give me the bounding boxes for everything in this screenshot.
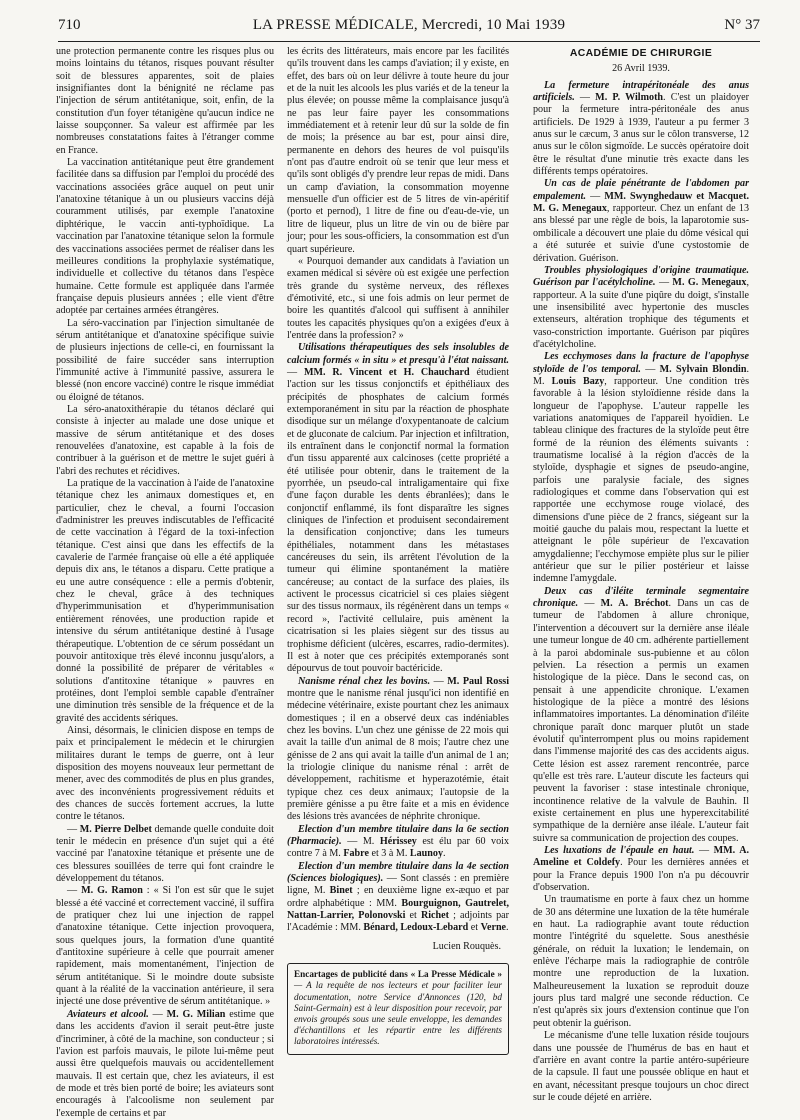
paragraph-text: . C'est un plaidoyer pour la fermeture intra-péritonéale des anus artificiels. De 1929 à 1939, l'auteur a pu fermer 3 anus sur le cæcum, 3 anus sur le côlon transverse, 12 anus sur le côlon sigmoïde. Le succès opératoire doit être le résultat d'une minutie très exacte dans les différents temps opératoires. xyxy=(533,92,749,178)
page-header xyxy=(58,12,760,38)
author-names: Louis Bazy xyxy=(551,375,605,387)
paragraph-text: : « Si l'on est sûr que le sujet blessé a été vacciné et correctement vacciné, il suffira de pratiquer chez lui une injection de rappel d'anatoxine tétanique. Cette injection provoquera, sous quelques jours, la formation d'une quantité d'antitoxine supérieure à celle que pourrait amener rapidement, mais momentanément, l'injection de sérum antitétanique. Si le moindre doute subsiste quant à la réalité de la vaccination antérieure, il sera injecté une dose préventive de sérum antitétanique. » xyxy=(56,885,274,1008)
speaker-name: M. G. Ramon xyxy=(81,885,143,897)
signature: Lucien Rouquès. xyxy=(432,940,501,952)
paragraph: Deux cas d'iléite terminale segmentaire chronique. — M. A. Bréchot. Dans un cas de tumeur de l'abdomen à allure chronique, l'intervention a découvert sur la dernière anse iléale une tumeur longue de 40 cm. adhérente partiellement à la paroi abdominale sus-pubienne et au côlon pelvien. La résection a permis un examen histologique de la pièce. Dans le second cas, on pensait à une appendicite chronique. L'examen histologique de la pièce a montré des lésions inflammatoires importantes. La dénomination d'iléite chronique paraît donc marquer plutôt un stade évolutif qu'interrompent plus ou moins rapidement dans l'immense majorité des cas des accidents aigus. Cette lésion est assez rarement rencontrée, parce qu'elle est très rare. L'auteur discute les facteurs qui peuvent la favoriser : stase intestinale chronique, incontinence relative de la valvule de Bauhin. Il existe certainement en plus une hyperexcitabilité sympathique de la dernière anse iléale. L'auteur fait suivre sa communication de projection des coupes. xyxy=(533,585,750,844)
paragraph: Ainsi, désormais, le clinicien dispose en temps de paix et principalement le médecin et le chirurgien militaires durant le temps de guerre, ont à leur disposition des moyens nouveaux leur permettant de mener, avec des commodités de plus en plus grandes, avec des inconvénients progressivement réduits et des chances de succès fortement accrues, la lutte contre le tétanos. xyxy=(56,724,274,823)
paragraph-text: . Pour les dernières années et pour la France depuis 1900 l'on n'a pu découvrir d'observation. xyxy=(533,857,749,894)
speaker-name: M. G. Milian xyxy=(166,1008,226,1020)
notice-title: Encartages de publicité dans « La Presse Médicale » xyxy=(294,969,502,980)
article-heading: Deux cas d'iléite terminale segmentaire chronique. xyxy=(533,585,749,610)
paragraph: La pratique de la vaccination à l'aide de l'anatoxine tétanique chez les animaux domestiques et, en particulier, chez le cheval, a fourni l'occasion d'administrer les preuves indiscutables de l'efficacité de cette vaccination à l'égard de la toxi-infection tétanique. C'est ainsi que dans les effectifs de la cavalerie de l'armée française où elle a été appliquée depuis dix ans, le tétanos a disparu. Cette pratique a eu une autre conséquence : elle a permis d'obtenir, chez le cheval, grâce à des techniques d'hyperimmunisation et d'hyperimmunisation entièrement rénovées, une production rapide et intensive du sérum antitétanique destiné à l'usage thérapeutique. L'obtention de ce sérum possédant un pouvoir antitoxique très élevé inconnu jusqu'alors, a donné la possibilité de préparer de véritables « solutions d'antitoxine tétanique » pauvres en protéines, dont l'emploi semble capable d'entraîner une diminution très sensible de la fréquence et de la gravité des accidents sériques. xyxy=(56,478,274,724)
paragraph-text: demande quelle conduite doit tenir le médecin en présence d'un sujet qui a été vacciné par l'anatoxine tétanique et présente une de ces blessures souillées de terre qui font craindre le développement du tétanos. xyxy=(56,823,274,885)
author-names: MM. Swynghedauw et Macquet. M. G. Menegaux xyxy=(533,190,749,215)
article-heading: Un cas de plaie pénétrante de l'abdomen par empalement. xyxy=(533,178,749,202)
column-2 xyxy=(287,46,509,1055)
text-fragment: — Sont classés : en première ligne, M. xyxy=(287,873,509,897)
text-fragment: ; en deuxième ligne ex-æquo et par ordre alphabétique : MM. xyxy=(287,885,509,909)
person-name: Hérissey xyxy=(379,836,417,847)
text-fragment: et xyxy=(405,910,421,922)
paragraph-text: , rapporteur. A la suite d'une piqûre du doigt, s'installe une insensibilité avec hypertonie des muscles extenseurs, altération trophique des téguments et vaso-constriction importante. Guérison par piqûres d'acétylcholine. xyxy=(533,277,749,350)
paragraph: une protection permanente contre les risques plus ou moins lointains du tétanos, risques pouvant résulter soit de blessures apparentes, soit de plaies insignifiantes dont la bénignité ne réclame pas l'injection de sérum antitétanique, soit, enfin, de la constitution d'un foyer tétanigène qu'aucun indice ne laisse soupçonner. Sa valeur est affirmée par les nombreuses constatations faites à l'étranger comme en France. xyxy=(56,46,274,156)
article-heading: Utilisations thérapeutiques des sels insolubles de calcium formés « in situ » et presqu'à l'état naissant. xyxy=(287,342,509,366)
article-heading: La fermeture intrapéritonéale des anus artificiels. xyxy=(533,79,749,104)
author-names: M. P. Wilmoth xyxy=(595,92,664,104)
author-names: MM. A. Ameline et Coldefy xyxy=(533,845,750,869)
article-heading: Nanisme rénal chez les bovins. xyxy=(298,675,431,687)
paragraph: Aviateurs et alcool. — M. G. Milian estime que dans les accidents d'avion il serait peut-être juste d'incriminer, à côté de la machine, son conducteur ; si l'avion est parfois mauvais, le pilote lui-même peut aussi être quelquefois mauvais ou accidentellement mauvais. Il est certain que, chez les aviateurs, il est de mode et très bien porté de boire; les aviateurs sont encouragés à l'alcoolisme non seulement par l'exemple de certains et par xyxy=(56,1008,275,1119)
header-rule xyxy=(58,41,760,42)
person-name: Fabre xyxy=(343,848,369,860)
author-names: M. Sylvain Blondin xyxy=(659,363,747,375)
column-3 xyxy=(533,46,749,1104)
article-heading: Les luxations de l'épaule en haut. xyxy=(544,845,695,856)
text-fragment: — M. xyxy=(341,836,380,847)
paragraph: Le mécanisme d'une telle luxation réside toujours dans une poussée de l'humérus de bas en haut et d'arrière en avant contre la partie antéro-supérieure de la capsule. Il faut une poussée oblique en haut et en avant, nécessitant presque toujours un choc direct sur le coude déjeté en arrière. xyxy=(533,1030,749,1103)
author-names: M. G. Menegaux xyxy=(672,277,747,289)
author-names: MM. R. Vincent et H. Chauchard xyxy=(303,366,470,378)
paragraph-text: , rapporteur. Une condition très favorable à la lésion styloïdienne réside dans la longueur de l'apophyse. L'auteur rappelle les variations anatomiques de l'appareil hyoïdien. Le tableau clinique des fractures de la styloïde peut être formé de la réunion des éléments suivants : traumatisme localisé à la région d'accès de la styloïde, dysphagie et signes de pseudo-angine, parfois une paralysie faciale, des signes radiologiques et comme dans l'observation qui est rapportée une ecchymose rouge violacé, des dimensions d'une pièce de 2 francs, siégeant sur la moitié gauche du palais mou, respectant la luette et atteignant le pôle supérieur de l'excavation amygdalienne; l'ecchymose empiète plus sur le pilier antérieur que sur le pilier postérieur et laisse indemne l'amygdale. xyxy=(533,375,749,585)
person-name: Bourguignon, Gautrelet, Nattan-Larrier, Polonovski xyxy=(287,897,509,922)
issue-number: N° 37 xyxy=(724,16,760,33)
text-fragment: et 3 à M. xyxy=(368,848,410,860)
person-name: Bénard, Ledoux-Lebard xyxy=(363,922,469,934)
paragraph: les écrits des littérateurs, mais encore par les facilités qu'ils trouvent dans les camps d'aviation; il y existe, en effet, des bars où on leur délivre à toute heure du jour et de la nuit les alcools les plus variés et de la teneur la plus élevée; on pousse même la complaisance jusqu'à ne pas leur faire payer les consommations immédiatement et à retenir leur dû sur la solde de fin de mois; la présence au bar est, pour ainsi dire, permanente en dehors des heures de vol puisqu'ils n'ont pas d'autre endroit où se tenir que leur mess et qu'ils sont obligés d'y prendre leur repas de midi. Dans un camp d'aviation, la consommation moyenne mensuelle d'un officier est de 5 litres de vin-apéritif (porto et pernod), 1 litre de fine ou d'eau-de-vie, un litre de liqueur, plus un litre de vin ou de bière par jour; pour les sous-officiers, la consommation est d'un quart supérieure. xyxy=(287,46,509,255)
paragraph-text: estime que dans les accidents d'avion il serait peut-être juste d'incriminer, à côté de la machine, son conducteur ; si l'avion est parfois mauvais, le pilote lui-même peut aussi être quelquefois mauvais ou accidentellement mauvais. Il est certain que, chez les aviateurs, il est de mode et très bien porté de boire; les aviateurs sont encouragés à l'alcoolisme non seulement par l'exemple de certains et par xyxy=(56,1008,275,1119)
paragraph: — M. Pierre Delbet demande quelle conduite doit tenir le médecin en présence d'un sujet qui a été vacciné par l'anatoxine tétanique et présente une de ces blessures souillées de terre qui font craindre le développement du tétanos. xyxy=(56,823,274,885)
text-fragment: est élu par 60 voix contre 7 à M. xyxy=(287,836,509,860)
paragraph: Nanisme rénal chez les bovins. — M. Paul Rossi montre que le nanisme rénal jusqu'ici non identifié en médecine vétérinaire, existe pourtant chez les animaux domestiques ; il en a observé deux cas indéniables chez les bovins. L'un chez une génisse de 22 mois qui avait la taille d'un animal de 8 mois; l'autre chez une génisse de 2 ans qui avait la taille d'un animal de 1 an; la triologie clinique du nanisme rénal : arrêt de développement, rachitisme et hyperazotémie, était typique chez ces deux animaux; l'autopsie de la première génisse a pu être faite et a mis en évidence des lésions très avancées de néphrite chronique. xyxy=(287,675,510,823)
article-heading: Troubles physiologiques d'origine traumatique. Guérison par l'acétylcholine. xyxy=(533,264,749,289)
page-number: 710 xyxy=(58,16,81,33)
author-names: M. Paul Rossi xyxy=(447,675,510,687)
paragraph: Election d'un membre titulaire dans la 6e section (Pharmacie). — M. Hérissey est élu par 60 voix contre 7 à M. Fabre et 3 à M. Launoy. xyxy=(287,823,509,860)
paragraph-text: . Dans un cas de tumeur de l'abdomen à allure chronique, l'intervention a découvert sur la dernière anse iléale une tumeur longue de 40 cm. adhérente partiellement à la paroi abdominale sus-pubienne et au côlon pelvien. La résection a permis un examen histologique de la pièce. Dans le second cas, on pensait à une appendicite chronique. L'examen histologique de la pièce a montré des lésions inflammatoires importantes. La dénomination d'iléite chronique paraît donc marquer plutôt un stade évolutif qu'interrompent plus ou moins rapidement dans l'immense majorité des cas des accidents aigus. Cette lésion est assez rarement rencontrée, parce qu'elle est très rare. L'auteur discute les facteurs qui peuvent la favoriser : stase intestinale chronique, incontinence relative de la valvule de Bauhin. Il existe certainement en plus une hyperexcitabilité sympathique de la dernière anse iléale. L'auteur fait suivre sa communication de projection des coupes. xyxy=(533,598,750,844)
article-heading: Aviateurs et alcool. xyxy=(67,1008,149,1020)
paragraph: Utilisations thérapeutiques des sels insolubles de calcium formés « in situ » et presqu'à l'état naissant. — MM. R. Vincent et H. Chauchard étudient l'action sur les tissus conjonctifs et épithéliaux des précipités de phosphates de calcium formés extemporanément in situ par la réaction de phosphate disodique sur un mélange d'oxypentanoate de calcium et de gluconate de calcium. Par injection et infiltration, ils entraînent dans le conjonctif normal la formation d'un tissu apparenté aux calcinoses (cette propriété a été utilisée pour obtenir, dans le traitement de la pyorrhée, un pseudo-cal intraligamentaire qui fixe d'une façon durable les dents ébranlées); dans le conjonctif enflammé, ils font disparaître les signes cliniques de l'infection et produisent secondairement la densification conjonctive; dans les tumeurs épithéliales, notamment dans les métastases cancéreuses du sein, ils arrêtent l'évolution de la tumeur qui élimine spontanément la matière cancéreuse; au contact de la surface des plaies, ils activent le processus cicatriciel si ces plaies siègent sur des tissus normaux, ils régénèrent dans un temps « record », l'activité cellulaire, puis amènent la cicatrisation si les plaies siègent sur des tissus au trophisme déficient (ulcères, escarres, radio-dermites). Il est à noter que ces précipités extemporanés sont dépourvus de tout pouvoir bactéricide. xyxy=(287,342,509,675)
paragraph: Election d'un membre titulaire dans la 4e section (Sciences biologiques). — Sont classés : en première ligne, M. Binet ; en deuxième ligne ex-æquo et par ordre alphabétique : MM. Bourguignon, Gautrelet, Nattan-Larrier, Polonovski et Richet ; adjoints par l'Académie : MM. Bénard, Ledoux-Lebard et Verne. xyxy=(287,860,509,934)
text-fragment: . M. xyxy=(533,363,750,387)
section-heading: ACADÉMIE DE CHIRURGIE xyxy=(569,48,713,59)
paragraph: Un cas de plaie pénétrante de l'abdomen par empalement. — MM. Swynghedauw et Macquet. M. G. Menegaux, rapporteur. Chez un enfant de 13 ans blessé par une règle de bois, la laparotomie sus-ombilicale a découvert une plaie du dôme vésical qui a été suturée et suivie d'une cystostomie de dérivation. Guérison. xyxy=(533,178,750,264)
paragraph: « Pourquoi demander aux candidats à l'aviation un examen médical si sévère où est exigée une perfection très grande du système nerveux, des réflexes d'émotivité, etc., si une fois admis on leur permet de boire les quantités d'alcool qui suffisent à annihiler toutes les capacités physiques qu'on a exigées d'eux à l'entrée dans la profession? » xyxy=(287,255,509,341)
paragraph: Les luxations de l'épaule en haut. — MM. A. Ameline et Coldefy. Pour les dernières années et pour la France depuis 1900 l'on n'a pu découvrir d'observation. xyxy=(533,845,750,894)
author-names: M. A. Bréchot xyxy=(600,598,669,610)
session-date: 26 Avril 1939. xyxy=(612,63,670,75)
column-1 xyxy=(56,46,274,1120)
paragraph: La fermeture intrapéritonéale des anus artificiels. — M. P. Wilmoth. C'est un plaidoyer pour la fermeture intra-péritonéale des anus artificiels. De 1929 à 1939, l'auteur a pu fermer 3 anus sur le cæcum, 3 anus sur le côlon transverse, 12 anus sur le côlon sigmoïde. Le succès opératoire doit être le résultat d'une minutie très exacte dans les différents temps opératoires. xyxy=(533,79,749,178)
paragraph: Troubles physiologiques d'origine traumatique. Guérison par l'acétylcholine. — M. G. Menegaux, rapporteur. A la suite d'une piqûre du doigt, s'installe une insensibilité avec hypertonie des muscles extenseurs, altération trophique des téguments et vaso-constriction importante. Guérison par piqûres d'acétylcholine. xyxy=(533,264,749,350)
advertising-notice-box xyxy=(287,963,509,1054)
notice-text: — A la requête de nos lecteurs et pour faciliter leur documentation, notre Service d'Annonces (120, bd Saint-Germain) est à leur disposition pour recevoir, par envois groupés sous une seule enveloppe, les demandes d'échantillons et les répartir entre les différents laboratoires intéressés. xyxy=(294,980,502,1047)
person-name: Launoy xyxy=(409,848,443,860)
text-fragment: ; adjoints par l'Académie : MM. xyxy=(287,910,509,934)
paragraph: Un traumatisme en porte à faux chez un homme de 30 ans détermine une luxation de la tête humérale en haut. La radiographie avant toute réduction montre l'intégrité du squelette. Sous anesthésie générale, on réduit la luxation; le lendemain, on enlève l'écharpe mais la radiographie de contrôle montre une reproduction de la luxation. Malheureusement la luxation se reproduit douze jours plus tard malgré une seconde réduction. Ce n'est qu'après six jours d'extension continue que l'on peut obtenir la guérison. xyxy=(533,894,749,1029)
text-fragment: et xyxy=(468,922,481,934)
speaker-name: M. Pierre Delbet xyxy=(79,823,152,835)
paragraph-text: étudient l'action sur les tissus conjonctifs et épithéliaux des précipités de phosphates de calcium formés extemporanément in situ par la réaction de phosphate disodique sur un mélange d'oxypentanoate de calcium et de gluconate de calcium. Par injection et infiltration, ils entraînent dans le conjonctif normal la formation d'un tissu apparenté aux calcinoses (cette propriété a été utilisée pour obtenir, dans le traitement de la pyorrhée, un pseudo-cal intraligamentaire qui fixe d'une façon durable les dents ébranlées); dans le conjonctif enflammé, ils font disparaître les signes cliniques de l'infection et produisent secondairement la densification conjonctive; dans les tumeurs épithéliales, notamment dans les métastases cancéreuses du sein, ils arrêtent l'évolution de la tumeur qui élimine spontanément la matière cancéreuse; au contact de la surface des plaies, ils activent le processus cicatriciel si ces plaies siègent sur des tissus normaux, ils régénèrent dans un temps « record », l'activité cellulaire, puis amènent la cicatrisation si les plaies siègent sur des tissus au trophisme déficient (ulcères, escarres, radio-dermites). Il est à noter que ces précipités extemporanés sont dépourvus de tout pouvoir bactéricide. xyxy=(287,366,509,675)
paragraph: La séro-anatoxithérapie du tétanos déclaré qui consiste à injecter au malade une dose unique et massive de sérum antitétanique et des doses renouvelées d'anatoxine, est capable à la fois de contribuer à la guérison et de mettre le sujet guéri à l'abri des rechutes et récidives. xyxy=(56,403,274,477)
paragraph: La vaccination antitétanique peut être grandement facilitée dans sa diffusion par l'emploi du procédé des vaccinations associées grâce auquel on peut unir l'anatoxine tétanique à un ou plusieurs vaccins déjà couramment utilisés, par exemple l'anatoxine diphtérique, le vaccin anti-typhoïdique. La vaccination par l'anatoxine tétanique selon la formule des vaccinations associées permet de réaliser dans les meilleures conditions la prophylaxie systématique, individuelle et collective du tétanos dans l'espèce humaine. Cette formule est appliquée dans l'armée française depuis plusieurs années ; elle vient d'être adoptée par certaines armées étrangères. xyxy=(56,157,274,317)
article-heading: Les ecchymoses dans la fracture de l'apophyse styloïde de l'os temporal. xyxy=(533,351,749,375)
person-name: Richet xyxy=(420,910,449,922)
paragraph-text: montre que le nanisme rénal jusqu'ici non identifié en médecine vétérinaire, existe pourtant chez les animaux domestiques ; il en a observé deux cas indéniables chez les bovins. L'un chez une génisse de 22 mois qui avait la taille d'un animal de 8 mois; l'autre chez une génisse de 2 ans qui avait la taille d'un animal de 1 an; la triologie clinique du nanisme rénal : arrêt de développement, rachitisme et hyperazotémie, était typique chez ces deux animaux; l'autopsie de la première génisse a pu être faite et a mis en évidence des lésions très avancées de néphrite chronique. xyxy=(287,687,509,823)
person-name: Binet xyxy=(329,885,353,897)
paragraph: La séro-vaccination par l'injection simultanée de sérum antitétanique et d'anatoxine spécifique suivie de plusieurs injections de celle-ci, en fournissant la possibilité de faire succéder sans interruption l'immunité active à l'immunité passive, assurera le blessé (non encore vacciné) contre le risque immédiat ou éloigné de tétanos. xyxy=(56,317,274,403)
person-name: Verne xyxy=(480,922,507,934)
page-title: LA PRESSE MÉDICALE, Mercredi, 10 Mai 1939 xyxy=(252,16,566,33)
article-heading: Election d'un membre titulaire dans la 6e section (Pharmacie). xyxy=(287,823,509,847)
paragraph: — M. G. Ramon : « Si l'on est sûr que le sujet blessé a été vacciné et correctement vacciné, il suffira de pratiquer chez lui une injection de rappel d'anatoxine tétanique. Cette injection provoquera, sous quelques jours, la formation d'une quantité d'antitoxine supérieure à celle que pourrait amener rapidement, mais momentanément, l'injection de sérum antitétanique. Si le moindre doute subsiste quant à la réalité de la vaccination antérieure, il sera injecté une dose préventive de sérum antitétanique. » xyxy=(56,885,274,1008)
paragraph: Les ecchymoses dans la fracture de l'apophyse styloïde de l'os temporal. — M. Sylvain Blondin. M. Louis Bazy, rapporteur. Une condition très favorable à la lésion styloïdienne réside dans la longueur de l'apophyse. L'auteur rappelle les variations anatomiques de l'appareil hyoïdien. Le tableau clinique des fractures de la styloïde peut être formé de la réunion des éléments suivants : traumatisme localisé à la région d'accès de la styloïde, dysphagie et signes de pseudo-angine, parfois une paralysie faciale, des signes radiologiques et comme dans l'observation qui est rapportée une ecchymose rouge violacé, des dimensions d'une pièce de 2 francs, siégeant sur la moitié gauche du palais mou, respectant la luette et atteignant le pôle supérieur de l'excavation amygdalienne; l'ecchymose empiète plus sur le pilier antérieur que sur le pilier postérieur et laisse indemne l'amygdale. xyxy=(533,351,750,585)
paragraph-text: , rapporteur. Chez un enfant de 13 ans blessé par une règle de bois, la laparotomie sus-ombilicale a découvert une plaie du dôme vésical qui a été suturée et suivie d'une cystostomie de dérivation. Guérison. xyxy=(533,203,750,264)
article-heading: Election d'un membre titulaire dans la 4e section (Sciences biologiques). xyxy=(287,860,509,885)
